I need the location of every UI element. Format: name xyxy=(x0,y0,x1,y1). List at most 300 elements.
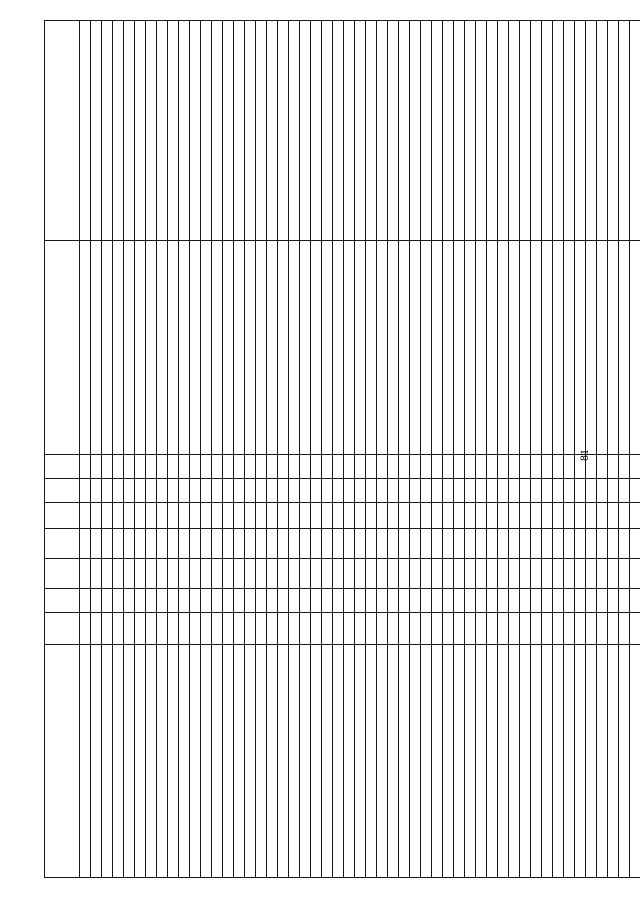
cell-i xyxy=(190,529,201,559)
cell-emergency xyxy=(377,241,388,455)
cell-p xyxy=(520,589,531,613)
cell-dlit xyxy=(91,613,102,645)
cell-emergency xyxy=(443,241,454,455)
table-row xyxy=(520,21,531,878)
cell-emergency xyxy=(498,241,509,455)
cell-repair xyxy=(256,21,267,241)
cell-p xyxy=(487,589,498,613)
cell-p xyxy=(344,589,355,613)
cell-u_drop xyxy=(553,455,564,479)
cell-dlit xyxy=(201,613,212,645)
cell-element xyxy=(278,645,289,878)
cell-dlit xyxy=(267,613,278,645)
cell-i xyxy=(443,529,454,559)
cell-emergency xyxy=(267,241,278,455)
table-row xyxy=(619,21,630,878)
cell-u_before xyxy=(487,503,498,529)
cell-u_after xyxy=(399,479,410,503)
cell-p xyxy=(113,589,124,613)
cell-u_before xyxy=(289,503,300,529)
cell-element xyxy=(245,645,256,878)
cell-i xyxy=(410,529,421,559)
cell-repair xyxy=(146,21,157,241)
cell-emergency xyxy=(630,241,640,455)
cell-emergency xyxy=(146,241,157,455)
cell-dlit xyxy=(289,613,300,645)
cell-p xyxy=(157,589,168,613)
cell-p xyxy=(234,589,245,613)
cell-element xyxy=(146,645,157,878)
cell-p xyxy=(619,589,630,613)
cell-q xyxy=(289,559,300,589)
cell-i xyxy=(124,529,135,559)
cell-u_before xyxy=(212,503,223,529)
cell-u_drop xyxy=(608,455,619,479)
cell-emergency xyxy=(597,241,608,455)
cell-u_before xyxy=(311,503,322,529)
cell-repair xyxy=(520,21,531,241)
cell-q xyxy=(333,559,344,589)
cell-emergency xyxy=(432,241,443,455)
cell-u_after xyxy=(509,479,520,503)
cell-u_drop xyxy=(520,455,531,479)
cell-repair xyxy=(157,21,168,241)
cell-u_before xyxy=(509,503,520,529)
cell-u_before xyxy=(586,503,597,529)
cell-i xyxy=(388,529,399,559)
cell-q xyxy=(322,559,333,589)
column-header-element xyxy=(45,645,80,878)
cell-emergency xyxy=(201,241,212,455)
cell-q xyxy=(630,559,640,589)
cell-element xyxy=(421,645,432,878)
cell-u_drop xyxy=(245,455,256,479)
cell-repair xyxy=(619,21,630,241)
cell-repair xyxy=(421,21,432,241)
cell-u_drop xyxy=(322,455,333,479)
cell-i xyxy=(300,529,311,559)
cell-emergency xyxy=(91,241,102,455)
cell-emergency xyxy=(333,241,344,455)
cell-u_before xyxy=(498,503,509,529)
cell-q xyxy=(443,559,454,589)
table-row xyxy=(487,21,498,878)
column-header-q xyxy=(45,559,80,589)
cell-q xyxy=(234,559,245,589)
cell-dlit xyxy=(124,613,135,645)
cell-u_before xyxy=(597,503,608,529)
cell-repair xyxy=(432,21,443,241)
cell-q xyxy=(520,559,531,589)
cell-u_after xyxy=(377,479,388,503)
cell-u_before xyxy=(377,503,388,529)
cell-dlit xyxy=(311,613,322,645)
cell-u_before xyxy=(300,503,311,529)
table-row xyxy=(476,21,487,878)
table-row xyxy=(278,21,289,878)
cell-u_after xyxy=(201,479,212,503)
cell-p xyxy=(179,589,190,613)
cell-q xyxy=(355,559,366,589)
cell-q xyxy=(113,559,124,589)
table-row xyxy=(146,21,157,878)
cell-i xyxy=(146,529,157,559)
table-row xyxy=(531,21,542,878)
cell-u_drop xyxy=(432,455,443,479)
table-row xyxy=(179,21,190,878)
cell-q xyxy=(168,559,179,589)
cell-u_before xyxy=(542,503,553,529)
cell-q xyxy=(388,559,399,589)
cell-u_after xyxy=(465,479,476,503)
cell-u_drop xyxy=(476,455,487,479)
cell-emergency xyxy=(531,241,542,455)
cell-p xyxy=(102,589,113,613)
table-row xyxy=(91,21,102,878)
cell-q xyxy=(135,559,146,589)
cell-element xyxy=(300,645,311,878)
table-row xyxy=(344,21,355,878)
cell-dlit xyxy=(586,613,597,645)
cell-u_before xyxy=(267,503,278,529)
table-row xyxy=(135,21,146,878)
table-row xyxy=(267,21,278,878)
cell-q xyxy=(146,559,157,589)
cell-repair xyxy=(355,21,366,241)
cell-u_before xyxy=(91,503,102,529)
cell-emergency xyxy=(157,241,168,455)
cell-i xyxy=(377,529,388,559)
cell-q xyxy=(410,559,421,589)
cell-repair xyxy=(366,21,377,241)
cell-emergency xyxy=(454,241,465,455)
cell-element xyxy=(157,645,168,878)
cell-u_before xyxy=(113,503,124,529)
cell-u_after xyxy=(245,479,256,503)
cell-q xyxy=(300,559,311,589)
cell-q xyxy=(80,559,91,589)
cell-dlit xyxy=(377,613,388,645)
cell-u_drop xyxy=(234,455,245,479)
cell-element xyxy=(410,645,421,878)
cell-u_after xyxy=(410,479,421,503)
cell-u_drop xyxy=(388,455,399,479)
cell-element xyxy=(388,645,399,878)
cell-repair xyxy=(102,21,113,241)
table-row xyxy=(223,21,234,878)
cell-u_before xyxy=(278,503,289,529)
cell-i xyxy=(432,529,443,559)
cell-dlit xyxy=(542,613,553,645)
cell-dlit xyxy=(366,613,377,645)
cell-q xyxy=(344,559,355,589)
cell-u_drop xyxy=(564,455,575,479)
cell-dlit xyxy=(597,613,608,645)
network-mode-table xyxy=(44,20,640,878)
cell-p xyxy=(267,589,278,613)
cell-repair xyxy=(300,21,311,241)
column-header-u_before xyxy=(45,503,80,529)
cell-dlit xyxy=(333,613,344,645)
cell-q xyxy=(366,559,377,589)
table-row xyxy=(542,21,553,878)
cell-u_before xyxy=(179,503,190,529)
cell-i xyxy=(256,529,267,559)
cell-u_drop xyxy=(443,455,454,479)
cell-p xyxy=(399,589,410,613)
cell-dlit xyxy=(190,613,201,645)
cell-repair xyxy=(179,21,190,241)
cell-p xyxy=(256,589,267,613)
cell-dlit xyxy=(80,613,91,645)
rotated-table-block xyxy=(44,21,594,878)
cell-repair xyxy=(542,21,553,241)
cell-p xyxy=(476,589,487,613)
cell-dlit xyxy=(256,613,267,645)
cell-repair xyxy=(168,21,179,241)
cell-repair xyxy=(311,21,322,241)
cell-i xyxy=(520,529,531,559)
cell-p xyxy=(146,589,157,613)
cell-element xyxy=(212,645,223,878)
cell-u_drop xyxy=(377,455,388,479)
cell-emergency xyxy=(300,241,311,455)
cell-dlit xyxy=(509,613,520,645)
cell-q xyxy=(278,559,289,589)
cell-emergency xyxy=(168,241,179,455)
cell-u_after xyxy=(168,479,179,503)
cell-dlit xyxy=(223,613,234,645)
cell-u_after xyxy=(542,479,553,503)
cell-u_before xyxy=(344,503,355,529)
cell-p xyxy=(311,589,322,613)
table-row xyxy=(432,21,443,878)
cell-u_after xyxy=(212,479,223,503)
cell-p xyxy=(465,589,476,613)
cell-u_before xyxy=(102,503,113,529)
cell-p xyxy=(498,589,509,613)
cell-dlit xyxy=(212,613,223,645)
cell-u_after xyxy=(432,479,443,503)
cell-emergency xyxy=(465,241,476,455)
cell-u_before xyxy=(190,503,201,529)
cell-q xyxy=(223,559,234,589)
cell-i xyxy=(212,529,223,559)
cell-u_before xyxy=(564,503,575,529)
cell-u_after xyxy=(531,479,542,503)
cell-dlit xyxy=(630,613,640,645)
cell-repair xyxy=(267,21,278,241)
cell-u_drop xyxy=(91,455,102,479)
cell-repair xyxy=(91,21,102,241)
cell-p xyxy=(80,589,91,613)
cell-emergency xyxy=(278,241,289,455)
cell-repair xyxy=(135,21,146,241)
cell-element xyxy=(223,645,234,878)
cell-u_after xyxy=(157,479,168,503)
cell-emergency xyxy=(399,241,410,455)
cell-u_after xyxy=(520,479,531,503)
table-row xyxy=(289,21,300,878)
cell-dlit xyxy=(443,613,454,645)
cell-u_drop xyxy=(531,455,542,479)
cell-i xyxy=(421,529,432,559)
cell-element xyxy=(124,645,135,878)
cell-u_drop xyxy=(399,455,410,479)
table-row xyxy=(311,21,322,878)
cell-p xyxy=(355,589,366,613)
cell-u_after xyxy=(443,479,454,503)
cell-dlit xyxy=(476,613,487,645)
cell-element xyxy=(135,645,146,878)
table-row xyxy=(322,21,333,878)
cell-element xyxy=(234,645,245,878)
cell-i xyxy=(597,529,608,559)
cell-p xyxy=(421,589,432,613)
cell-element xyxy=(608,645,619,878)
column-header-repair xyxy=(45,21,80,241)
cell-i xyxy=(234,529,245,559)
cell-repair xyxy=(322,21,333,241)
cell-repair xyxy=(190,21,201,241)
cell-emergency xyxy=(245,241,256,455)
cell-element xyxy=(564,645,575,878)
cell-u_after xyxy=(278,479,289,503)
cell-element xyxy=(91,645,102,878)
cell-p xyxy=(597,589,608,613)
cell-u_before xyxy=(168,503,179,529)
cell-element xyxy=(333,645,344,878)
cell-u_after xyxy=(553,479,564,503)
cell-u_after xyxy=(355,479,366,503)
cell-element xyxy=(289,645,300,878)
cell-u_drop xyxy=(300,455,311,479)
table-row xyxy=(564,21,575,878)
table-row xyxy=(498,21,509,878)
cell-i xyxy=(311,529,322,559)
column-header-u_after xyxy=(45,479,80,503)
cell-element xyxy=(102,645,113,878)
cell-u_after xyxy=(476,479,487,503)
table-row xyxy=(102,21,113,878)
cell-p xyxy=(245,589,256,613)
cell-u_before xyxy=(388,503,399,529)
cell-i xyxy=(531,529,542,559)
cell-element xyxy=(366,645,377,878)
table-row xyxy=(410,21,421,878)
cell-u_after xyxy=(564,479,575,503)
cell-u_drop xyxy=(542,455,553,479)
cell-u_after xyxy=(322,479,333,503)
cell-u_after xyxy=(388,479,399,503)
cell-element xyxy=(520,645,531,878)
table-row xyxy=(355,21,366,878)
table-row xyxy=(256,21,267,878)
cell-u_drop xyxy=(333,455,344,479)
cell-u_before xyxy=(619,503,630,529)
cell-q xyxy=(553,559,564,589)
cell-u_before xyxy=(146,503,157,529)
cell-p xyxy=(564,589,575,613)
cell-i xyxy=(157,529,168,559)
cell-repair xyxy=(399,21,410,241)
cell-i xyxy=(344,529,355,559)
cell-u_after xyxy=(586,479,597,503)
cell-u_before xyxy=(124,503,135,529)
cell-dlit xyxy=(553,613,564,645)
cell-element xyxy=(432,645,443,878)
cell-u_drop xyxy=(509,455,520,479)
cell-dlit xyxy=(157,613,168,645)
cell-i xyxy=(498,529,509,559)
cell-u_after xyxy=(135,479,146,503)
cell-q xyxy=(487,559,498,589)
cell-q xyxy=(586,559,597,589)
cell-q xyxy=(509,559,520,589)
cell-u_before xyxy=(234,503,245,529)
cell-u_after xyxy=(234,479,245,503)
table-row xyxy=(465,21,476,878)
cell-dlit xyxy=(575,613,586,645)
cell-element xyxy=(355,645,366,878)
cell-p xyxy=(135,589,146,613)
cell-i xyxy=(575,529,586,559)
cell-i xyxy=(542,529,553,559)
cell-u_after xyxy=(619,479,630,503)
cell-element xyxy=(201,645,212,878)
cell-repair xyxy=(80,21,91,241)
cell-i xyxy=(223,529,234,559)
cell-element xyxy=(311,645,322,878)
cell-u_before xyxy=(410,503,421,529)
table-row xyxy=(157,21,168,878)
cell-dlit xyxy=(179,613,190,645)
cell-p xyxy=(531,589,542,613)
table-row xyxy=(388,21,399,878)
cell-q xyxy=(124,559,135,589)
cell-emergency xyxy=(212,241,223,455)
cell-u_drop xyxy=(487,455,498,479)
cell-i xyxy=(322,529,333,559)
cell-p xyxy=(575,589,586,613)
cell-element xyxy=(377,645,388,878)
cell-emergency xyxy=(190,241,201,455)
cell-element xyxy=(531,645,542,878)
cell-p xyxy=(410,589,421,613)
cell-u_after xyxy=(91,479,102,503)
table-row xyxy=(333,21,344,878)
cell-i xyxy=(102,529,113,559)
cell-u_drop xyxy=(465,455,476,479)
cell-dlit xyxy=(168,613,179,645)
cell-emergency xyxy=(80,241,91,455)
cell-u_before xyxy=(454,503,465,529)
cell-u_drop xyxy=(267,455,278,479)
cell-u_after xyxy=(311,479,322,503)
cell-q xyxy=(91,559,102,589)
table-row xyxy=(399,21,410,878)
cell-emergency xyxy=(388,241,399,455)
cell-repair xyxy=(245,21,256,241)
cell-i xyxy=(476,529,487,559)
cell-u_before xyxy=(333,503,344,529)
cell-element xyxy=(498,645,509,878)
cell-u_before xyxy=(421,503,432,529)
cell-q xyxy=(245,559,256,589)
table-row xyxy=(377,21,388,878)
cell-repair xyxy=(465,21,476,241)
cell-repair xyxy=(113,21,124,241)
